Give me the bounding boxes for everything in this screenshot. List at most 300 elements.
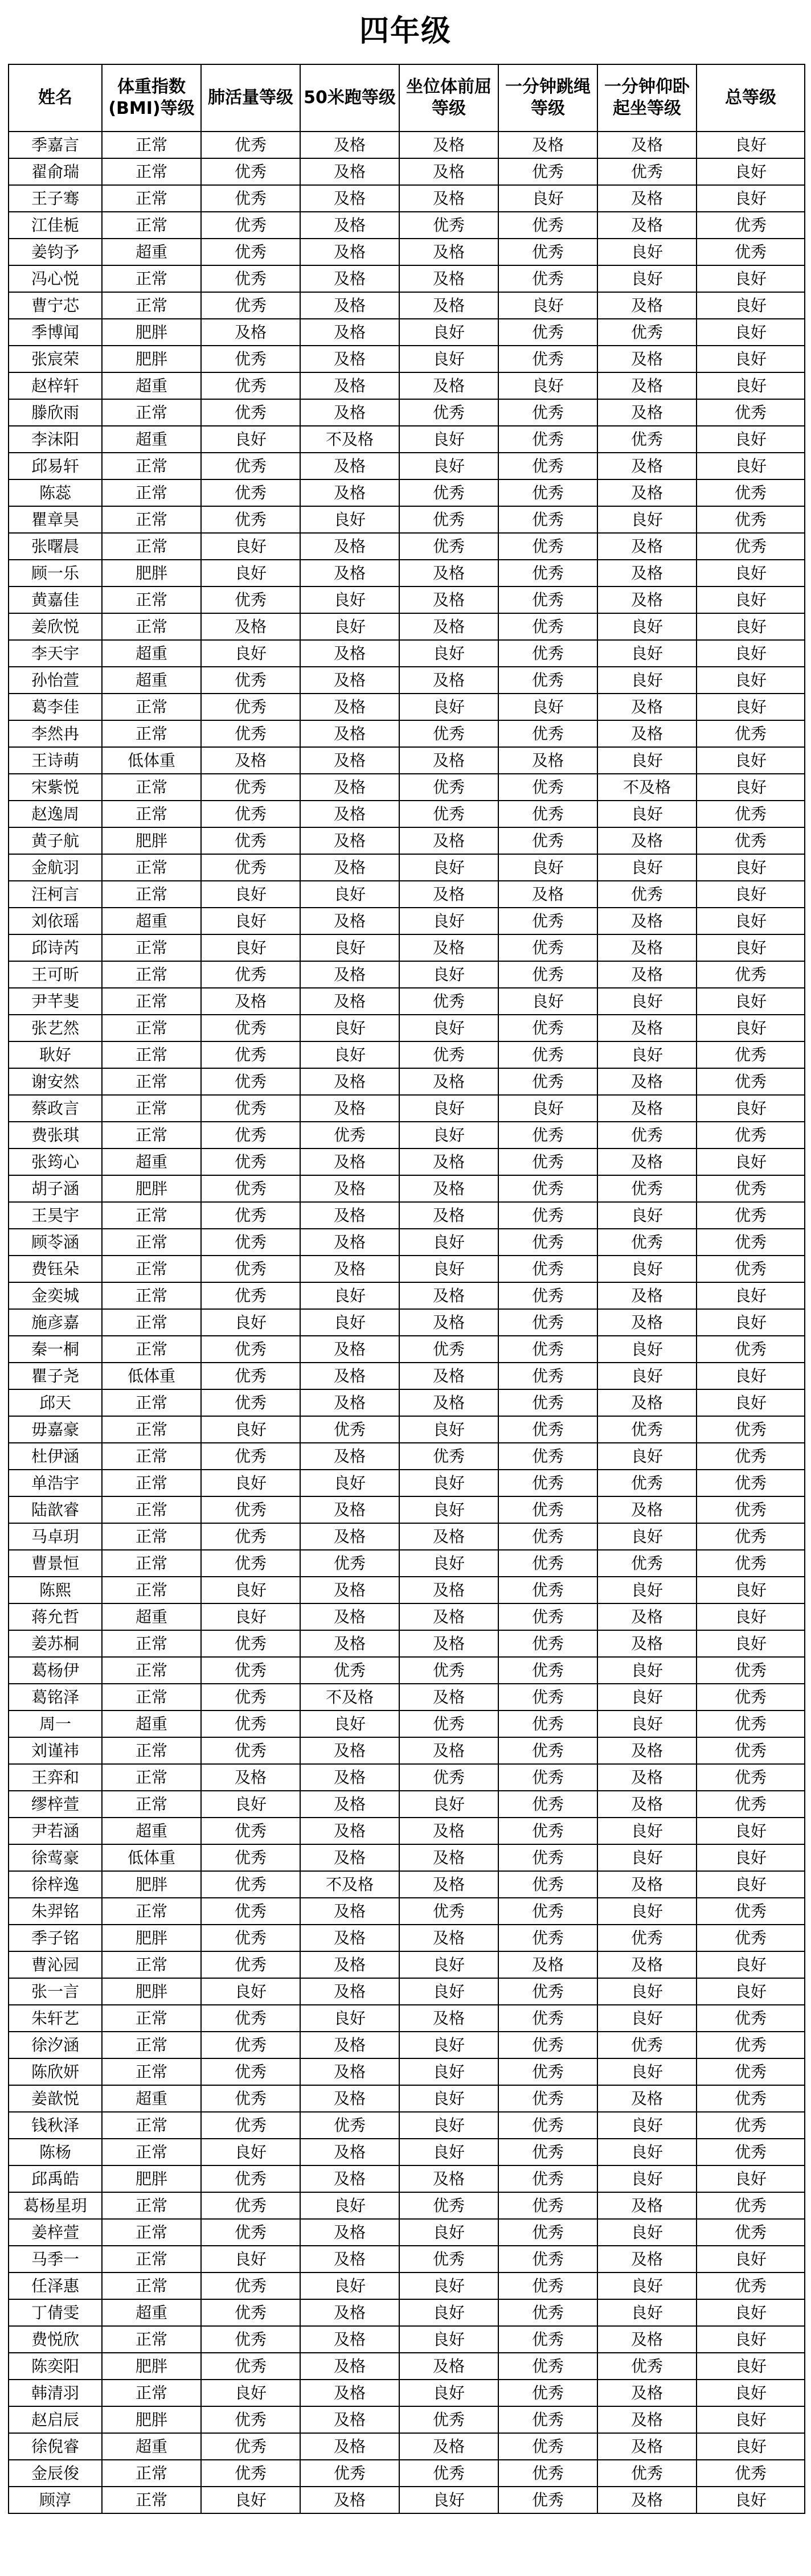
cell-sit-and-reach: 及格: [399, 1844, 498, 1871]
cell-sit-and-reach: 良好: [399, 2380, 498, 2406]
cell-name: 李然冉: [9, 720, 102, 747]
cell-vital-capacity: 良好: [201, 908, 300, 934]
cell-name: 姜梓萱: [9, 2219, 102, 2246]
cell-vital-capacity: 优秀: [201, 1015, 300, 1041]
cell-vital-capacity: 良好: [201, 2246, 300, 2273]
cell-name: 曹沁园: [9, 1951, 102, 1978]
table-row: [9, 2487, 805, 2513]
cell-name: 张曙晨: [9, 533, 102, 560]
cell-sit-ups: 及格: [597, 399, 697, 426]
cell-name: 江佳栀: [9, 212, 102, 239]
cell-rope-skipping: 优秀: [498, 1764, 597, 1791]
cell-name: 葛铭泽: [9, 1684, 102, 1711]
header-50m-run: 50米跑等级: [300, 64, 399, 132]
cell-name: 赵梓轩: [9, 372, 102, 399]
cell-name: 张艺然: [9, 1015, 102, 1041]
cell-vital-capacity: 优秀: [201, 1925, 300, 1951]
cell-rope-skipping: 优秀: [498, 2085, 597, 2112]
cell-50m-run: 及格: [300, 1336, 399, 1363]
cell-rope-skipping: 优秀: [498, 1496, 597, 1523]
cell-name: 黄嘉佳: [9, 586, 102, 613]
cell-bmi: 正常: [102, 506, 201, 533]
cell-sit-and-reach: 良好: [399, 2487, 498, 2513]
cell-sit-and-reach: 及格: [399, 1068, 498, 1095]
cell-50m-run: 及格: [300, 694, 399, 720]
cell-50m-run: 良好: [300, 881, 399, 908]
cell-vital-capacity: 优秀: [201, 2005, 300, 2032]
table-row: [9, 1711, 805, 1737]
cell-rope-skipping: 优秀: [498, 801, 597, 827]
cell-name: 钱秋泽: [9, 2112, 102, 2139]
table-header-row: [9, 64, 805, 132]
table-row: [9, 346, 805, 372]
cell-sit-ups: 及格: [597, 1282, 697, 1309]
cell-name: 马卓玥: [9, 1523, 102, 1550]
cell-vital-capacity: 良好: [201, 2139, 300, 2165]
cell-vital-capacity: 优秀: [201, 346, 300, 372]
cell-total: 良好: [697, 667, 805, 694]
cell-bmi: 正常: [102, 774, 201, 801]
table-row: [9, 1309, 805, 1336]
cell-bmi: 正常: [102, 1416, 201, 1443]
table-row: [9, 212, 805, 239]
cell-bmi: 正常: [102, 2219, 201, 2246]
cell-50m-run: 及格: [300, 346, 399, 372]
cell-rope-skipping: 优秀: [498, 2460, 597, 2487]
cell-bmi: 正常: [102, 2460, 201, 2487]
cell-50m-run: 及格: [300, 2165, 399, 2192]
header-sit-and-reach: 坐位体前屈等级: [399, 64, 498, 132]
cell-rope-skipping: 优秀: [498, 2487, 597, 2513]
cell-50m-run: 良好: [300, 2005, 399, 2032]
cell-name: 瞿子尧: [9, 1363, 102, 1389]
cell-50m-run: 良好: [300, 1470, 399, 1496]
table-body: [9, 132, 805, 2513]
cell-name: 王可昕: [9, 961, 102, 988]
cell-bmi: 超重: [102, 1148, 201, 1175]
cell-vital-capacity: 优秀: [201, 2406, 300, 2433]
cell-sit-and-reach: 及格: [399, 586, 498, 613]
cell-total: 优秀: [697, 2139, 805, 2165]
cell-50m-run: 及格: [300, 908, 399, 934]
cell-name: 曹宁芯: [9, 292, 102, 319]
table-row: [9, 2139, 805, 2165]
cell-total: 优秀: [697, 533, 805, 560]
cell-total: 良好: [697, 2353, 805, 2380]
cell-50m-run: 及格: [300, 292, 399, 319]
cell-name: 葛李佳: [9, 694, 102, 720]
cell-rope-skipping: 优秀: [498, 1416, 597, 1443]
cell-total: 优秀: [697, 1470, 805, 1496]
cell-sit-and-reach: 及格: [399, 934, 498, 961]
cell-sit-and-reach: 及格: [399, 2005, 498, 2032]
cell-total: 良好: [697, 2380, 805, 2406]
cell-sit-and-reach: 及格: [399, 1148, 498, 1175]
cell-rope-skipping: 优秀: [498, 613, 597, 640]
cell-vital-capacity: 优秀: [201, 1068, 300, 1095]
cell-50m-run: 及格: [300, 560, 399, 586]
cell-50m-run: 及格: [300, 185, 399, 212]
cell-vital-capacity: 优秀: [201, 1256, 300, 1282]
cell-vital-capacity: 优秀: [201, 2058, 300, 2085]
cell-vital-capacity: 优秀: [201, 667, 300, 694]
cell-bmi: 正常: [102, 2246, 201, 2273]
cell-rope-skipping: 优秀: [498, 2433, 597, 2460]
cell-bmi: 肥胖: [102, 1175, 201, 1202]
cell-total: 优秀: [697, 961, 805, 988]
cell-vital-capacity: 优秀: [201, 854, 300, 881]
cell-vital-capacity: 优秀: [201, 1389, 300, 1416]
cell-50m-run: 及格: [300, 1898, 399, 1925]
cell-50m-run: 及格: [300, 1202, 399, 1229]
cell-sit-and-reach: 及格: [399, 239, 498, 265]
cell-bmi: 正常: [102, 1068, 201, 1095]
cell-sit-and-reach: 及格: [399, 1603, 498, 1630]
cell-name: 周一: [9, 1711, 102, 1737]
cell-vital-capacity: 优秀: [201, 1282, 300, 1309]
cell-sit-ups: 及格: [597, 1764, 697, 1791]
cell-sit-ups: 良好: [597, 640, 697, 667]
table-row: [9, 1470, 805, 1496]
cell-sit-and-reach: 及格: [399, 2353, 498, 2380]
cell-sit-and-reach: 良好: [399, 2032, 498, 2058]
table-row: [9, 2460, 805, 2487]
cell-rope-skipping: 优秀: [498, 2246, 597, 2273]
cell-50m-run: 良好: [300, 2273, 399, 2299]
cell-rope-skipping: 优秀: [498, 1470, 597, 1496]
cell-vital-capacity: 优秀: [201, 2326, 300, 2353]
table-row: [9, 158, 805, 185]
cell-total: 优秀: [697, 1443, 805, 1470]
cell-vital-capacity: 良好: [201, 934, 300, 961]
table-row: [9, 1844, 805, 1871]
cell-total: 良好: [697, 1844, 805, 1871]
cell-name: 秦一桐: [9, 1336, 102, 1363]
cell-vital-capacity: 优秀: [201, 453, 300, 479]
cell-vital-capacity: 优秀: [201, 1175, 300, 1202]
cell-50m-run: 及格: [300, 2353, 399, 2380]
cell-bmi: 正常: [102, 2273, 201, 2299]
cell-50m-run: 及格: [300, 1791, 399, 1818]
cell-bmi: 正常: [102, 694, 201, 720]
cell-name: 王子骞: [9, 185, 102, 212]
cell-bmi: 超重: [102, 2299, 201, 2326]
cell-sit-and-reach: 良好: [399, 1496, 498, 1523]
cell-50m-run: 及格: [300, 1148, 399, 1175]
cell-sit-ups: 及格: [597, 1389, 697, 1416]
cell-sit-ups: 及格: [597, 586, 697, 613]
cell-bmi: 正常: [102, 1389, 201, 1416]
cell-total: 良好: [697, 988, 805, 1015]
cell-sit-ups: 良好: [597, 1577, 697, 1603]
cell-rope-skipping: 优秀: [498, 1603, 597, 1630]
table-row: [9, 1256, 805, 1282]
cell-vital-capacity: 良好: [201, 1416, 300, 1443]
cell-50m-run: 及格: [300, 479, 399, 506]
cell-bmi: 正常: [102, 1095, 201, 1122]
cell-sit-ups: 及格: [597, 372, 697, 399]
cell-name: 王昊宇: [9, 1202, 102, 1229]
cell-rope-skipping: 优秀: [498, 2380, 597, 2406]
cell-total: 优秀: [697, 1523, 805, 1550]
cell-bmi: 正常: [102, 988, 201, 1015]
cell-50m-run: 及格: [300, 1925, 399, 1951]
cell-vital-capacity: 良好: [201, 1470, 300, 1496]
table-row: [9, 1015, 805, 1041]
cell-vital-capacity: 优秀: [201, 2353, 300, 2380]
cell-vital-capacity: 良好: [201, 560, 300, 586]
cell-name: 赵逸周: [9, 801, 102, 827]
cell-50m-run: 及格: [300, 239, 399, 265]
cell-sit-and-reach: 良好: [399, 2299, 498, 2326]
cell-sit-and-reach: 优秀: [399, 1898, 498, 1925]
table-row: [9, 720, 805, 747]
cell-sit-ups: 及格: [597, 1148, 697, 1175]
cell-sit-and-reach: 良好: [399, 2273, 498, 2299]
cell-bmi: 正常: [102, 1229, 201, 1256]
cell-sit-ups: 优秀: [597, 319, 697, 346]
cell-50m-run: 及格: [300, 319, 399, 346]
cell-sit-ups: 及格: [597, 1309, 697, 1336]
cell-bmi: 肥胖: [102, 1978, 201, 2005]
cell-vital-capacity: 良好: [201, 426, 300, 453]
cell-sit-ups: 及格: [597, 827, 697, 854]
cell-name: 顾淳: [9, 2487, 102, 2513]
cell-sit-and-reach: 良好: [399, 1229, 498, 1256]
table-row: [9, 1068, 805, 1095]
cell-total: 良好: [697, 613, 805, 640]
cell-sit-and-reach: 优秀: [399, 1711, 498, 1737]
cell-total: 良好: [697, 1818, 805, 1844]
cell-bmi: 正常: [102, 1764, 201, 1791]
cell-sit-ups: 及格: [597, 560, 697, 586]
cell-bmi: 正常: [102, 1737, 201, 1764]
cell-sit-and-reach: 优秀: [399, 533, 498, 560]
cell-rope-skipping: 优秀: [498, 1577, 597, 1603]
cell-bmi: 超重: [102, 1711, 201, 1737]
cell-name: 金辰俊: [9, 2460, 102, 2487]
table-row: [9, 694, 805, 720]
cell-50m-run: 及格: [300, 1818, 399, 1844]
cell-name: 李沫阳: [9, 426, 102, 453]
table-row: [9, 2112, 805, 2139]
cell-50m-run: 及格: [300, 2139, 399, 2165]
cell-sit-and-reach: 及格: [399, 1389, 498, 1416]
cell-vital-capacity: 优秀: [201, 1871, 300, 1898]
table-row: [9, 1336, 805, 1363]
cell-50m-run: 优秀: [300, 1550, 399, 1577]
cell-bmi: 正常: [102, 158, 201, 185]
cell-bmi: 肥胖: [102, 560, 201, 586]
cell-50m-run: 及格: [300, 2406, 399, 2433]
cell-50m-run: 及格: [300, 1844, 399, 1871]
cell-total: 良好: [697, 560, 805, 586]
cell-sit-and-reach: 良好: [399, 1470, 498, 1496]
cell-sit-ups: 及格: [597, 479, 697, 506]
cell-50m-run: 及格: [300, 720, 399, 747]
cell-sit-and-reach: 优秀: [399, 1764, 498, 1791]
table-row: [9, 2192, 805, 2219]
cell-vital-capacity: 优秀: [201, 801, 300, 827]
table-row: [9, 560, 805, 586]
cell-vital-capacity: 良好: [201, 2380, 300, 2406]
cell-name: 黄子航: [9, 827, 102, 854]
table-row: [9, 854, 805, 881]
cell-sit-and-reach: 及格: [399, 1577, 498, 1603]
cell-sit-and-reach: 及格: [399, 1630, 498, 1657]
cell-sit-ups: 良好: [597, 2112, 697, 2139]
cell-sit-ups: 良好: [597, 265, 697, 292]
cell-50m-run: 及格: [300, 265, 399, 292]
cell-vital-capacity: 及格: [201, 319, 300, 346]
cell-50m-run: 及格: [300, 1978, 399, 2005]
cell-50m-run: 及格: [300, 2487, 399, 2513]
cell-name: 马季一: [9, 2246, 102, 2273]
cell-total: 良好: [697, 132, 805, 158]
cell-bmi: 超重: [102, 2433, 201, 2460]
cell-50m-run: 及格: [300, 1389, 399, 1416]
table-row: [9, 1871, 805, 1898]
cell-sit-ups: 及格: [597, 185, 697, 212]
table-row: [9, 372, 805, 399]
cell-50m-run: 及格: [300, 2380, 399, 2406]
cell-vital-capacity: 优秀: [201, 1737, 300, 1764]
cell-name: 姜苏桐: [9, 1630, 102, 1657]
cell-rope-skipping: 优秀: [498, 265, 597, 292]
cell-name: 陆歆睿: [9, 1496, 102, 1523]
cell-bmi: 正常: [102, 2112, 201, 2139]
cell-vital-capacity: 优秀: [201, 1496, 300, 1523]
cell-total: 良好: [697, 934, 805, 961]
cell-vital-capacity: 优秀: [201, 1229, 300, 1256]
cell-sit-and-reach: 良好: [399, 908, 498, 934]
cell-sit-ups: 良好: [597, 2058, 697, 2085]
cell-bmi: 正常: [102, 2487, 201, 2513]
cell-total: 优秀: [697, 1068, 805, 1095]
cell-total: 良好: [697, 292, 805, 319]
cell-sit-ups: 及格: [597, 2192, 697, 2219]
cell-sit-and-reach: 优秀: [399, 2460, 498, 2487]
cell-50m-run: 良好: [300, 1015, 399, 1041]
cell-bmi: 正常: [102, 453, 201, 479]
cell-sit-and-reach: 及格: [399, 2433, 498, 2460]
cell-name: 季博闻: [9, 319, 102, 346]
cell-vital-capacity: 优秀: [201, 720, 300, 747]
cell-bmi: 肥胖: [102, 1871, 201, 1898]
cell-sit-and-reach: 优秀: [399, 720, 498, 747]
cell-bmi: 正常: [102, 1041, 201, 1068]
cell-sit-and-reach: 优秀: [399, 2406, 498, 2433]
cell-50m-run: 及格: [300, 132, 399, 158]
table-row: [9, 1925, 805, 1951]
cell-name: 曹景恒: [9, 1550, 102, 1577]
cell-name: 费悦欣: [9, 2326, 102, 2353]
cell-bmi: 低体重: [102, 747, 201, 774]
cell-total: 优秀: [697, 2032, 805, 2058]
cell-bmi: 肥胖: [102, 827, 201, 854]
cell-total: 优秀: [697, 1122, 805, 1148]
cell-sit-and-reach: 及格: [399, 1523, 498, 1550]
cell-sit-ups: 及格: [597, 1951, 697, 1978]
cell-name: 任泽惠: [9, 2273, 102, 2299]
cell-total: 优秀: [697, 1925, 805, 1951]
cell-sit-ups: 良好: [597, 1657, 697, 1684]
table-row: [9, 292, 805, 319]
cell-total: 优秀: [697, 2058, 805, 2085]
cell-sit-ups: 优秀: [597, 426, 697, 453]
cell-50m-run: 及格: [300, 1577, 399, 1603]
cell-50m-run: 及格: [300, 2326, 399, 2353]
table-row: [9, 1363, 805, 1389]
cell-bmi: 正常: [102, 2139, 201, 2165]
cell-bmi: 正常: [102, 2326, 201, 2353]
cell-50m-run: 及格: [300, 1443, 399, 1470]
cell-name: 季嘉言: [9, 132, 102, 158]
cell-sit-ups: 优秀: [597, 1550, 697, 1577]
cell-total: 良好: [697, 1978, 805, 2005]
cell-total: 良好: [697, 881, 805, 908]
table-row: [9, 1282, 805, 1309]
cell-sit-and-reach: 及格: [399, 185, 498, 212]
cell-vital-capacity: 良好: [201, 2487, 300, 2513]
cell-sit-and-reach: 及格: [399, 1737, 498, 1764]
cell-sit-ups: 及格: [597, 2433, 697, 2460]
cell-name: 毋嘉豪: [9, 1416, 102, 1443]
cell-rope-skipping: 优秀: [498, 908, 597, 934]
cell-name: 费钰朵: [9, 1256, 102, 1282]
cell-total: 良好: [697, 908, 805, 934]
cell-vital-capacity: 优秀: [201, 1202, 300, 1229]
table-row: [9, 2085, 805, 2112]
cell-vital-capacity: 及格: [201, 747, 300, 774]
cell-rope-skipping: 优秀: [498, 1229, 597, 1256]
table-row: [9, 399, 805, 426]
cell-bmi: 正常: [102, 613, 201, 640]
cell-sit-and-reach: 良好: [399, 1550, 498, 1577]
cell-bmi: 超重: [102, 2085, 201, 2112]
table-row: [9, 640, 805, 667]
cell-rope-skipping: 优秀: [498, 827, 597, 854]
cell-rope-skipping: 优秀: [498, 1630, 597, 1657]
cell-name: 姜欣悦: [9, 613, 102, 640]
cell-name: 顾苓涵: [9, 1229, 102, 1256]
cell-vital-capacity: 良好: [201, 881, 300, 908]
cell-sit-and-reach: 优秀: [399, 801, 498, 827]
table-row: [9, 2273, 805, 2299]
cell-sit-and-reach: 及格: [399, 1309, 498, 1336]
cell-bmi: 超重: [102, 426, 201, 453]
header-total: 总等级: [697, 64, 805, 132]
cell-bmi: 正常: [102, 292, 201, 319]
cell-rope-skipping: 优秀: [498, 1202, 597, 1229]
cell-sit-ups: 及格: [597, 2246, 697, 2273]
cell-vital-capacity: 优秀: [201, 2299, 300, 2326]
cell-sit-and-reach: 及格: [399, 1282, 498, 1309]
table-row: [9, 1389, 805, 1416]
cell-sit-ups: 及格: [597, 2380, 697, 2406]
cell-total: 优秀: [697, 1898, 805, 1925]
cell-50m-run: 不及格: [300, 426, 399, 453]
cell-bmi: 正常: [102, 1898, 201, 1925]
cell-50m-run: 及格: [300, 1256, 399, 1282]
cell-bmi: 正常: [102, 2192, 201, 2219]
cell-sit-ups: 及格: [597, 1496, 697, 1523]
cell-vital-capacity: 及格: [201, 1764, 300, 1791]
cell-vital-capacity: 优秀: [201, 1898, 300, 1925]
cell-vital-capacity: 优秀: [201, 586, 300, 613]
cell-sit-and-reach: 良好: [399, 2326, 498, 2353]
cell-name: 刘依瑶: [9, 908, 102, 934]
